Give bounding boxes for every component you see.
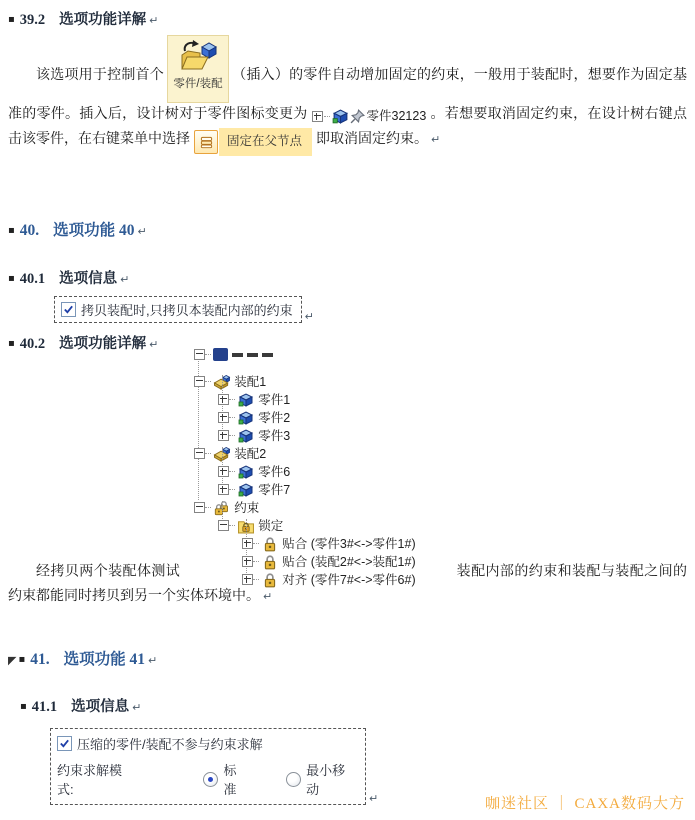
heading-number: 39.2 xyxy=(19,12,46,28)
solver-min-move-radio[interactable] xyxy=(286,772,301,787)
suppressed-parts-checkbox[interactable] xyxy=(57,736,72,751)
heading-number: 40. xyxy=(19,221,40,239)
paragraph-40-2 xyxy=(8,355,687,610)
heading-title: 选项功能详解 xyxy=(59,12,147,28)
check-icon xyxy=(63,304,74,315)
option-box-40 xyxy=(54,296,302,323)
tree-row-mate1[interactable]: 贴合 (零件3#<->零件1#) xyxy=(194,535,446,553)
expand-plus-icon[interactable] xyxy=(218,430,229,441)
paragraph-39-2 xyxy=(8,35,687,156)
expand-plus-icon[interactable] xyxy=(242,556,253,567)
paragraph-mark: ↵ xyxy=(431,132,441,146)
padlock-icon xyxy=(261,554,279,570)
heading-41-1 xyxy=(20,695,687,716)
expand-plus-icon[interactable] xyxy=(218,484,229,495)
p2-text-after-tree: 装配内部的约束和装配与装配之间的约束都能同时拷贝到另一个实体环境中。 xyxy=(8,564,688,604)
heading-title: 选项功能 41 xyxy=(63,651,146,669)
copy-constraints-checkbox-label: 拷贝装配时,只拷贝本装配内部的约束 xyxy=(81,302,293,318)
p1-text-after-button: （插入）的零件自动增加固定的约束，一般用于装配时，想要作为固定基准的零件。插入后，设计树对于零件图标变更为 xyxy=(8,68,688,122)
part-assembly-button-icon xyxy=(178,39,218,75)
bullet-marker: ▪ xyxy=(8,14,15,25)
part-icon xyxy=(237,428,255,444)
bullet-marker: ▪ xyxy=(8,337,15,349)
part-icon xyxy=(237,392,255,408)
option-box-41 xyxy=(50,728,366,805)
outline-collapse-icon[interactable]: ◤ xyxy=(8,654,17,668)
part-assembly-button-label: 零件/装配 xyxy=(173,78,223,90)
bullet-marker: ▪ xyxy=(18,654,26,666)
p1-text-after-node: 。若想要取消固定约束，在设计树右键点击该零件，在右键菜单中选择 xyxy=(8,107,688,147)
part-icon xyxy=(237,464,255,480)
collapse-minus-icon[interactable] xyxy=(194,376,205,387)
p1-text-end: 即取消固定约束。 xyxy=(316,131,429,147)
solver-standard-radio[interactable] xyxy=(203,772,218,787)
heading-title: 选项信息 xyxy=(59,270,118,287)
collapse-minus-icon[interactable] xyxy=(194,355,205,361)
clipped-icon xyxy=(213,355,228,362)
bullet-marker: ▪ xyxy=(8,272,15,284)
heading-number: 41.1 xyxy=(31,699,58,716)
watermark: 咖迷社区 ｜ CAXA数码大方 xyxy=(484,796,685,812)
fix-parent-icon xyxy=(194,130,218,154)
pin-icon xyxy=(350,109,365,124)
tree-row-part6[interactable]: 零件6 xyxy=(194,463,446,481)
solver-min-move-label: 最小移动 xyxy=(306,763,346,798)
inline-node-label: 零件32123 xyxy=(366,108,427,123)
paragraph-mark: ↵ xyxy=(304,309,314,323)
part-icon xyxy=(332,108,349,125)
heading-number: 40.2 xyxy=(19,335,46,352)
tree-row-assembly2[interactable]: 装配2 xyxy=(194,445,446,463)
solver-standard-label: 标准 xyxy=(223,763,237,798)
paragraph-mark: ↵ xyxy=(132,701,142,715)
collapse-minus-icon[interactable] xyxy=(194,502,205,513)
design-tree-image xyxy=(194,355,446,589)
heading-number: 41. xyxy=(30,651,50,669)
paragraph-mark: ↵ xyxy=(149,337,159,351)
paragraph-mark: ↵ xyxy=(149,14,159,27)
tree-row-clipped xyxy=(194,355,446,373)
check-icon xyxy=(59,738,70,749)
suppressed-parts-checkbox-label: 压缩的零件/装配不参与约束求解 xyxy=(77,737,263,753)
copy-constraints-checkbox[interactable] xyxy=(61,302,76,317)
bullet-marker: ▪ xyxy=(8,224,15,236)
p2-text-before-tree: 经拷贝两个装配体测试 xyxy=(36,564,181,580)
heading-40 xyxy=(8,218,687,240)
padlock-icon xyxy=(261,572,279,588)
part-assembly-button[interactable] xyxy=(167,35,229,103)
paragraph-mark: ↵ xyxy=(148,654,158,668)
tree-row-part1[interactable]: 零件1 xyxy=(194,391,446,409)
heading-number: 40.1 xyxy=(19,270,46,287)
p1-text-before-button: 该选项用于控制首个 xyxy=(36,68,164,83)
paragraph-mark: ↵ xyxy=(120,272,130,286)
fix-in-parent-label: 固定在父节点 xyxy=(219,128,312,156)
tree-row-align[interactable]: 对齐 (零件7#<->零件6#) xyxy=(194,571,446,589)
paragraph-mark: ↵ xyxy=(369,792,379,806)
padlock-icon xyxy=(261,536,279,552)
part-icon xyxy=(237,410,255,426)
tree-row-part7[interactable]: 零件7 xyxy=(194,481,446,499)
paragraph-mark: ↵ xyxy=(137,224,147,238)
fix-in-parent-menu-item[interactable] xyxy=(194,128,312,156)
expand-plus-icon[interactable] xyxy=(218,394,229,405)
expand-plus-icon[interactable] xyxy=(218,412,229,423)
tree-row-part3[interactable]: 零件3 xyxy=(194,427,446,445)
heading-40-1 xyxy=(8,267,687,288)
solver-mode-label: 约束求解模式: xyxy=(57,763,123,798)
heading-title: 选项功能 40 xyxy=(53,221,135,239)
part-icon xyxy=(237,482,255,498)
tree-row-constraints[interactable]: 约束 xyxy=(194,499,446,517)
collapse-minus-icon[interactable] xyxy=(194,448,205,459)
tree-row-mate2[interactable]: 贴合 (装配2#<->装配1#) xyxy=(194,553,446,571)
bullet-marker: ▪ xyxy=(20,701,27,713)
expand-plus-icon[interactable] xyxy=(312,111,323,122)
paragraph-mark: ↵ xyxy=(263,589,273,603)
heading-title: 选项功能详解 xyxy=(59,335,147,352)
expand-plus-icon[interactable] xyxy=(218,466,229,477)
expand-plus-icon[interactable] xyxy=(242,574,253,585)
tree-row-lock-group[interactable]: 锁定 xyxy=(194,517,446,535)
heading-41 xyxy=(8,647,687,669)
heading-39-2 xyxy=(8,8,687,29)
tree-node-inline-image xyxy=(312,106,427,128)
tree-row-assembly1[interactable]: 装配1 xyxy=(194,373,446,391)
heading-title: 选项信息 xyxy=(71,699,130,716)
collapse-minus-icon[interactable] xyxy=(218,520,229,531)
tree-row-part2[interactable]: 零件2 xyxy=(194,409,446,427)
expand-plus-icon[interactable] xyxy=(242,538,253,549)
